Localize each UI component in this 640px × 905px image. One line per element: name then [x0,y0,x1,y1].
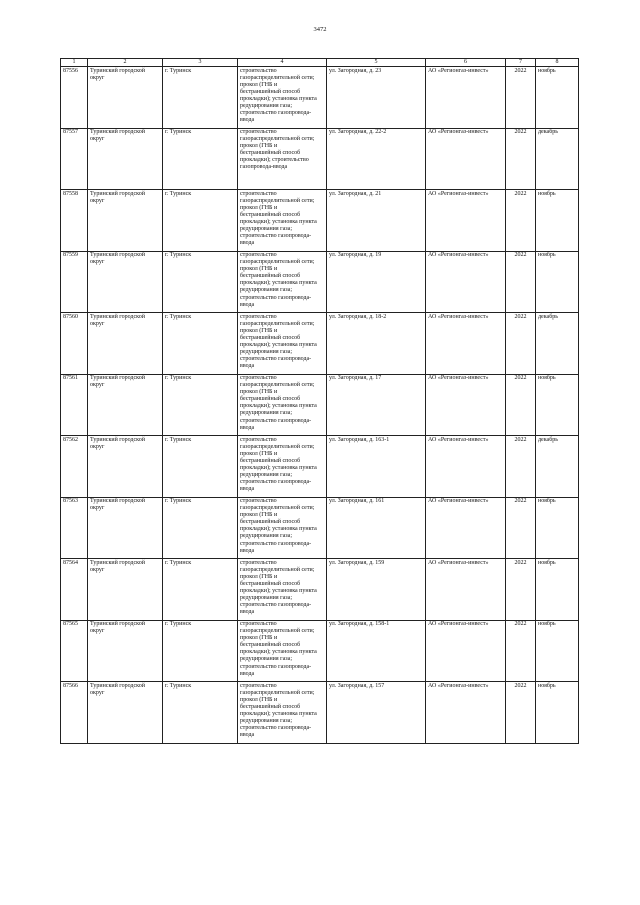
row-number-cell: 87564 [61,559,88,621]
month-cell: ноябрь [536,497,579,559]
table-row [61,374,579,436]
organization-cell: АО «Регионгаз-инвест» [426,374,506,436]
table-row [61,67,579,129]
table-row [61,313,579,375]
organization-cell: АО «Регионгаз-инвест» [426,436,506,498]
address-cell: ул. Загородная, д. 158-1 [327,620,426,682]
address-cell: ул. Загородная, д. 21 [327,190,426,252]
row-number-cell: 87566 [61,682,88,744]
work-description-cell: строительство газораспределительной сети; прокол (ГНБ и бестраншейный способ прокладки); установка пункта редуцирования газа; строительство газопровода- ввода [238,620,327,682]
organization-cell: АО «Регионгаз-инвест» [426,128,506,190]
column-header: 4 [238,59,327,67]
address-cell: ул. Загородная, д. 163-1 [327,436,426,498]
work-description-cell: строительство газораспределительной сети; прокол (ГНБ и бестраншейный способ прокладки); установка пункта редуцирования газа; строительство газопровода- ввода [238,251,327,313]
work-description-cell: строительство газораспределительной сети; прокол (ГНБ и бестраншейный способ прокладки); установка пункта редуцирования газа; строительство газопровода- ввода [238,559,327,621]
settlement-cell: г. Туринск [163,374,238,436]
address-cell: ул. Загородная, д. 157 [327,682,426,744]
district-cell: Туринский городской округ [88,620,163,682]
row-number-cell: 87557 [61,128,88,190]
address-cell: ул. Загородная, д. 161 [327,497,426,559]
organization-cell: АО «Регионгаз-инвест» [426,190,506,252]
table-body [61,67,579,744]
year-cell: 2022 [506,436,536,498]
work-description-cell: строительство газораспределительной сети; прокол (ГНБ и бестраншейный способ прокладки); строительство газопровода-ввода [238,128,327,190]
row-number-cell: 87558 [61,190,88,252]
month-cell: декабрь [536,128,579,190]
address-cell: ул. Загородная, д. 18-2 [327,313,426,375]
year-cell: 2022 [506,682,536,744]
column-header: 2 [88,59,163,67]
year-cell: 2022 [506,251,536,313]
district-cell: Туринский городской округ [88,497,163,559]
work-description-cell: строительство газораспределительной сети; прокол (ГНБ и бестраншейный способ прокладки); установка пункта редуцирования газа; строительство газопровода- ввода [238,67,327,129]
settlement-cell: г. Туринск [163,436,238,498]
address-cell: ул. Загородная, д. 23 [327,67,426,129]
district-cell: Туринский городской округ [88,374,163,436]
organization-cell: АО «Регионгаз-инвест» [426,67,506,129]
year-cell: 2022 [506,374,536,436]
year-cell: 2022 [506,559,536,621]
table-row [61,559,579,621]
work-description-cell: строительство газораспределительной сети; прокол (ГНБ и бестраншейный способ прокладки); установка пункта редуцирования газа; строительство газопровода- ввода [238,374,327,436]
work-description-cell: строительство газораспределительной сети; прокол (ГНБ и бестраншейный способ прокладки); установка пункта редуцирования газа; строительство газопровода- ввода [238,436,327,498]
table-row [61,682,579,744]
year-cell: 2022 [506,128,536,190]
year-cell: 2022 [506,190,536,252]
row-number-cell: 87562 [61,436,88,498]
month-cell: декабрь [536,436,579,498]
month-cell: ноябрь [536,251,579,313]
column-header: 3 [163,59,238,67]
column-header: 7 [506,59,536,67]
row-number-cell: 87560 [61,313,88,375]
address-cell: ул. Загородная, д. 17 [327,374,426,436]
table-row [61,497,579,559]
address-cell: ул. Загородная, д. 19 [327,251,426,313]
work-description-cell: строительство газораспределительной сети; прокол (ГНБ и бестраншейный способ прокладки); установка пункта редуцирования газа; строительство газопровода- ввода [238,313,327,375]
settlement-cell: г. Туринск [163,190,238,252]
organization-cell: АО «Регионгаз-инвест» [426,313,506,375]
district-cell: Туринский городской округ [88,313,163,375]
month-cell: ноябрь [536,67,579,129]
organization-cell: АО «Регионгаз-инвест» [426,682,506,744]
address-cell: ул. Загородная, д. 22-2 [327,128,426,190]
row-number-cell: 87556 [61,67,88,129]
settlement-cell: г. Туринск [163,67,238,129]
month-cell: декабрь [536,313,579,375]
table-row [61,190,579,252]
table-row [61,436,579,498]
column-header: 6 [426,59,506,67]
settlement-cell: г. Туринск [163,620,238,682]
year-cell: 2022 [506,620,536,682]
column-header: 5 [327,59,426,67]
month-cell: ноябрь [536,620,579,682]
organization-cell: АО «Регионгаз-инвест» [426,251,506,313]
district-cell: Туринский городской округ [88,559,163,621]
settlement-cell: г. Туринск [163,251,238,313]
district-cell: Туринский городской округ [88,251,163,313]
year-cell: 2022 [506,313,536,375]
work-description-cell: строительство газораспределительной сети; прокол (ГНБ и бестраншейный способ прокладки); установка пункта редуцирования газа; строительство газопровода- ввода [238,497,327,559]
work-description-cell: строительство газораспределительной сети; прокол (ГНБ и бестраншейный способ прокладки); установка пункта редуцирования газа; строительство газопровода- ввода [238,682,327,744]
row-number-cell: 87565 [61,620,88,682]
row-number-cell: 87563 [61,497,88,559]
month-cell: ноябрь [536,559,579,621]
month-cell: ноябрь [536,190,579,252]
settlement-cell: г. Туринск [163,682,238,744]
table-row [61,128,579,190]
settlement-cell: г. Туринск [163,128,238,190]
table-row [61,620,579,682]
row-number-cell: 87559 [61,251,88,313]
page-number: 3472 [313,26,327,33]
district-cell: Туринский городской округ [88,436,163,498]
table-header-row [61,59,579,67]
settlement-cell: г. Туринск [163,497,238,559]
district-cell: Туринский городской округ [88,190,163,252]
work-description-cell: строительство газораспределительной сети; прокол (ГНБ и бестраншейный способ прокладки); установка пункта редуцирования газа; строительство газопровода- ввода [238,190,327,252]
year-cell: 2022 [506,67,536,129]
gasification-table [60,58,579,744]
row-number-cell: 87561 [61,374,88,436]
district-cell: Туринский городской округ [88,128,163,190]
settlement-cell: г. Туринск [163,313,238,375]
settlement-cell: г. Туринск [163,559,238,621]
column-header: 8 [536,59,579,67]
district-cell: Туринский городской округ [88,67,163,129]
month-cell: ноябрь [536,374,579,436]
column-header: 1 [61,59,88,67]
address-cell: ул. Загородная, д. 159 [327,559,426,621]
month-cell: ноябрь [536,682,579,744]
year-cell: 2022 [506,497,536,559]
organization-cell: АО «Регионгаз-инвест» [426,497,506,559]
table-row [61,251,579,313]
organization-cell: АО «Регионгаз-инвест» [426,559,506,621]
district-cell: Туринский городской округ [88,682,163,744]
organization-cell: АО «Регионгаз-инвест» [426,620,506,682]
